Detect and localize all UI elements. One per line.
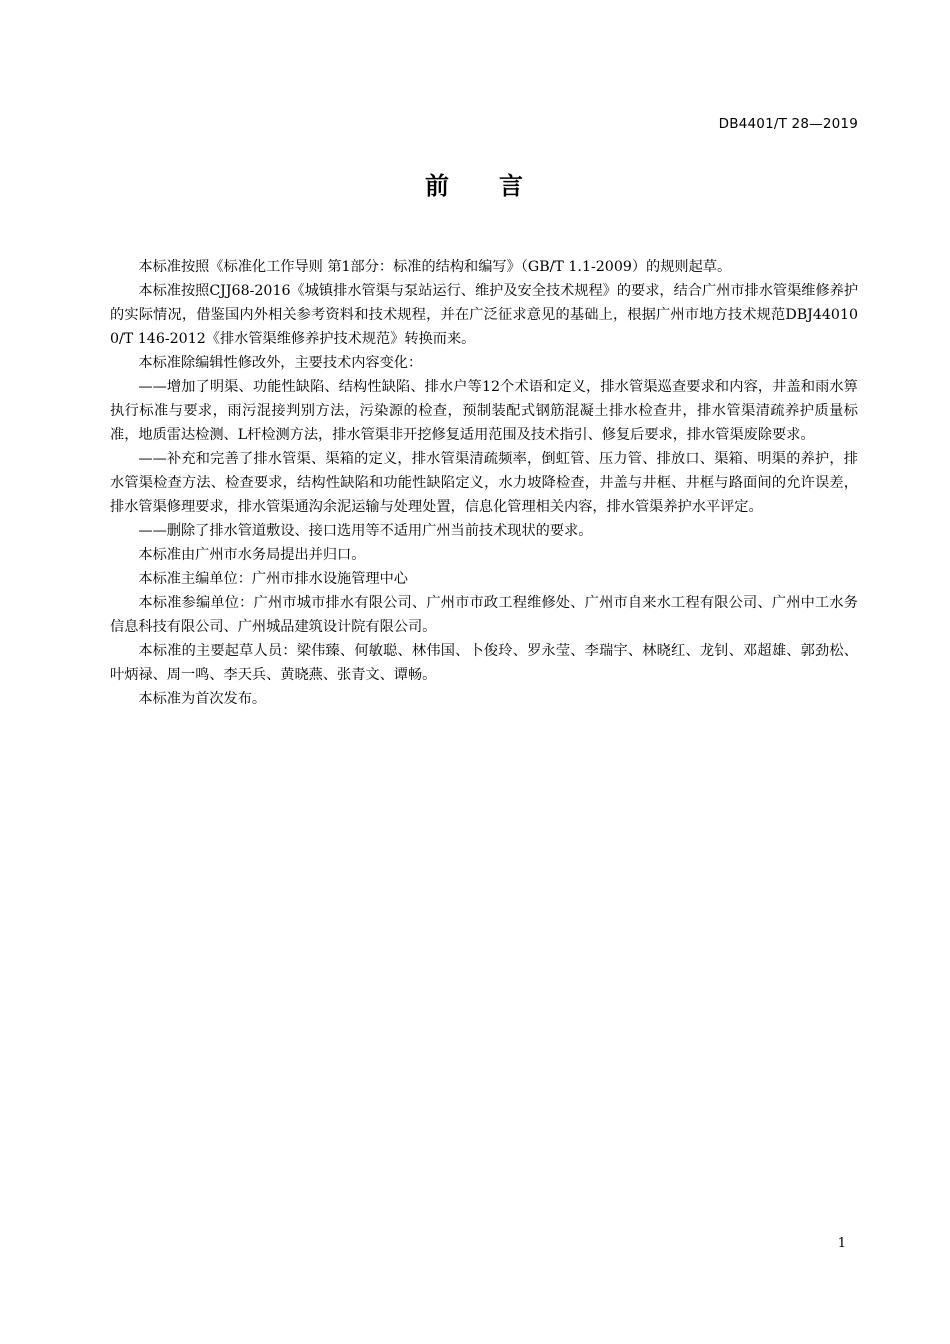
paragraph-supplemented: ——补充和完善了排水管渠、渠箱的定义，排水管渠清疏频率，倒虹管、压力管、排放口、渠箱、明渠的养护，排水管渠检查方法、检查要求，结构性缺陷和功能性缺陷定义，水力坡降检查，井盖与井框、井框与路面间的允许误差，排水管渠修理要求，排水管渠通沟余泥运输与处理处置，信息化管理相关内容，排水管渠养护水平评定。 (110, 451, 858, 515)
paragraph-proposed-by: 本标准由广州市水务局提出并归口。 (138, 547, 366, 563)
title-char-1: 前 (425, 172, 451, 200)
paragraph-added: ——增加了明渠、功能性缺陷、结构性缺陷、排水户等12个术语和定义，排水管渠巡查要求和内容，井盖和雨水箅执行标准与要求，雨污混接判别方法，污染源的检查，预制装配式钢筋混凝土排水检查井，排水管渠清疏养护质量标准，地质雷达检测、L杆检测方法，排水管渠非开挖修复适用范围及技术指引、修复后要求，排水管渠废除要求。 (110, 379, 858, 443)
paragraph-deleted: ——删除了排水管道敷设、接口选用等不适用广州当前技术现状的要求。 (138, 523, 593, 539)
paragraph-first-release: 本标准为首次发布。 (138, 691, 267, 707)
title-char-2: 言 (499, 172, 525, 200)
standard-code: DB4401/T 28—2019 (718, 116, 858, 132)
paragraph-chief-editor: 本标准主编单位：广州市排水设施管理中心 (138, 571, 408, 587)
page-title (0, 166, 950, 201)
paragraph-drafting-rules: 本标准按照《标准化工作导则 第1部分：标准的结构和编写》（GB/T 1.1-2009）的规则起草。 (138, 259, 732, 275)
paragraph-drafters: 本标准的主要起草人员：梁伟臻、何敏聪、林伟国、卜俊玲、罗永莹、李瑞宇、林晓红、龙钊、邓超雄、郭劲松、叶炳禄、周一鸣、李天兵、黄晓燕、张青文、谭畅。 (110, 643, 858, 683)
page-number: 1 (837, 1236, 846, 1251)
foreword-body (110, 255, 858, 711)
paragraph-changes-intro: 本标准除编辑性修改外，主要技术内容变化： (138, 355, 423, 371)
paragraph-basis: 本标准按照CJJ68-2016《城镇排水管渠与泵站运行、维护及安全技术规程》的要求，结合广州市排水管渠维修养护的实际情况，借鉴国内外相关参考资料和技术规程，并在广泛征求意见的基础上，根据广州市地方技术规范DBJ440100/T 146-2012《排水管渠维修养护技术规范》转换而来。 (110, 283, 859, 347)
paragraph-participating-units: 本标准参编单位：广州市城市排水有限公司、广州市市政工程维修处、广州市自来水工程有限公司、广州中工水务信息科技有限公司、广州城品建筑设计院有限公司。 (110, 595, 858, 635)
